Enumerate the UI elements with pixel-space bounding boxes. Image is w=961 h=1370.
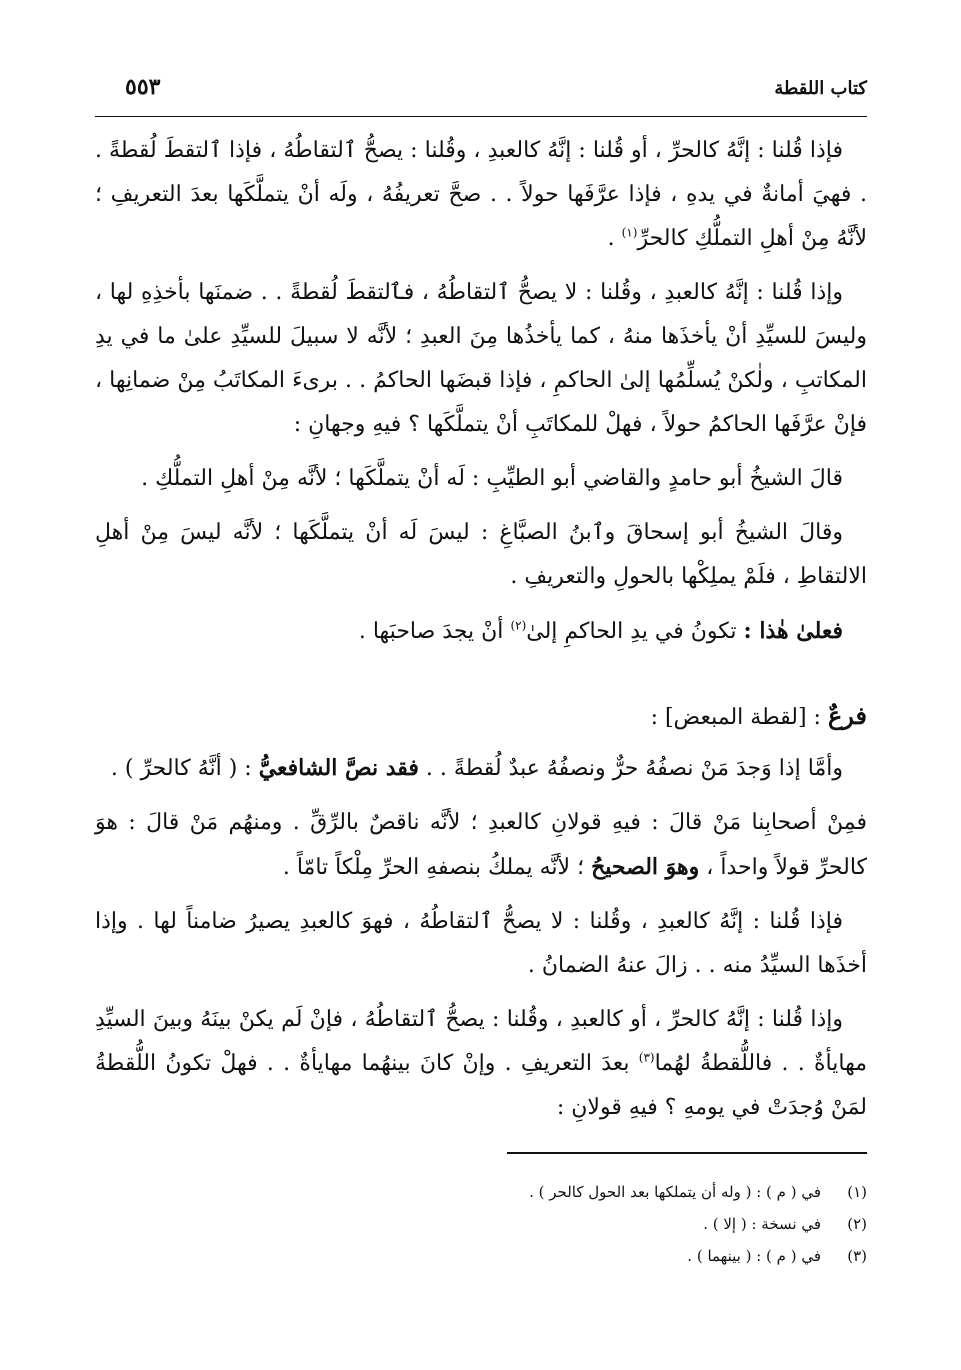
footnote-mark: (٢) (510, 618, 527, 633)
book-title: كتاب اللقطة (774, 78, 867, 99)
header-rule (95, 116, 867, 117)
footnote: (٢)في نسخة : ( إلا ) . (703, 1215, 867, 1233)
body-text (95, 129, 867, 1130)
paragraph: فإذا قُلنا : إنَّهُ كالحرِّ ، أو قُلنا : إنَّهُ كالعبدِ ، وقُلنا : يصحُّ ٱلتقاطُهُ ، فإذا ٱلتقطَ لُقطةً . . فهيَ أمانةٌ في يدهِ ، فإذا عرَّفَها حولاً . . صحَّ تعريفُهُ ، ولَه أنْ يتملَّكَها بعدَ التعريفِ ؛ لأنَّهُ مِنْ أهلِ التملُّكِ كالحرِّ$^{(١)}$ . (95, 138, 867, 251)
paragraph: وإذا قُلنا : إنَّهُ كالعبدِ ، وقُلنا : لا يصحُّ ٱلتقاطُهُ ، فٱلتقطَ لُقطةً . . ضمنَها بأخذِهِ لها ، وليسَ للسيِّدِ أنْ يأخذَها منهُ ، كما يأخذُها مِنَ العبدِ ؛ لأنَّه لا سبيلَ للسيِّدِ علىٰ ما في يدِ المكاتبِ ، ولٰكنْ يُسلِّمُها إلىٰ الحاكمِ ، فإذا قبضَها الحاكمُ . . برىءَ المكاتَبُ مِنْ ضمانِها ، فإنْ عرَّفَها الحاكمُ حولاً ، فهلْ للمكاتَبِ أنْ يتملَّكَها ؟ فيهِ وجهانِ : (95, 280, 867, 437)
footnote-mark: (٣) (638, 1050, 655, 1065)
page-number: ٥٥٣ (125, 74, 161, 100)
page (95, 72, 867, 1272)
section-lead: فرعٌ (827, 701, 867, 730)
section-heading (95, 694, 867, 740)
footnote-rule (507, 1152, 867, 1154)
section-title: : [لقطة المبعض] : (650, 705, 821, 730)
footnotes (95, 1176, 867, 1272)
page-header (95, 72, 867, 116)
paragraph: قالَ الشيخُ أبو حامدٍ والقاضي أبو الطيِّبِ : لَه أنْ يتملَّكَها ؛ لأنَّه مِنْ أهلِ التملُّكِ . (141, 466, 843, 491)
paragraph: وقالَ الشيخُ أبو إسحاقَ وٱبنُ الصبَّاغِ : ليسَ لَه أنْ يتملَّكَها ؛ لأنَّه ليسَ مِنْ أهلِ الالتقاطِ ، فلَمْ يملِكْها بالحولِ والتعريفِ . (95, 520, 867, 589)
paragraph-lead: فعلىٰ هٰذا : (743, 618, 843, 644)
paragraph: وإذا قُلنا : إنَّهُ كالحرِّ ، أو كالعبدِ ، وقُلنا : يصحُّ ٱلتقاطُهُ ، فإنْ لَم يكنْ بينَهُ وبينَ السيِّدِ مهايأةٌ . . فاللُّقطةُ لهُما$^{(٣)}$ بعدَ التعريفِ . وإنْ كانَ بينهُما مهايأةٌ . . فهلْ تكونُ اللُّقطةُ لمَنْ وُجدَتْ في يومهِ ؟ فيهِ قولانِ : (95, 1007, 867, 1120)
footnote-mark: (١) (621, 225, 638, 240)
paragraph: فعلىٰ هٰذا : تكونُ في يدِ الحاكمِ إلىٰ$^{(٢)}$ أنْ يجدَ صاحبَها . (358, 618, 843, 644)
footnote: (٣)في ( م ) : ( بينهما ) . (687, 1247, 867, 1265)
paragraph: وأمَّا إذا وَجدَ مَنْ نصفُهُ حرٌّ ونصفُهُ عبدٌ لُقطةً . . فقد نصَّ الشافعيُّ : ( أنَّهُ كالحرِّ ) . (110, 755, 843, 781)
paragraph: فإذا قُلنا : إنَّهُ كالعبدِ ، وقُلنا : لا يصحُّ ٱلتقاطُهُ ، فهوَ كالعبدِ يصيرُ ضامناً لها . وإذا أخذَها السيِّدُ منه . . زالَ عنهُ الضمانُ . (95, 909, 867, 978)
paragraph: فمِنْ أصحابِنا مَنْ قالَ : فيهِ قولانِ كالعبدِ ؛ لأنَّه ناقصٌ بالرِّقِّ . ومنهُم مَنْ قالَ : هوَ كالحرِّ قولاً واحداً ، وهوَ الصحيحُ ؛ لأنَّه يملكُ بنصفهِ الحرِّ مِلْكاً تامّاً . (95, 810, 867, 880)
footnote: (١)في ( م ) : ( وله أن يتملكها بعد الحول كالحر ) . (529, 1183, 867, 1201)
